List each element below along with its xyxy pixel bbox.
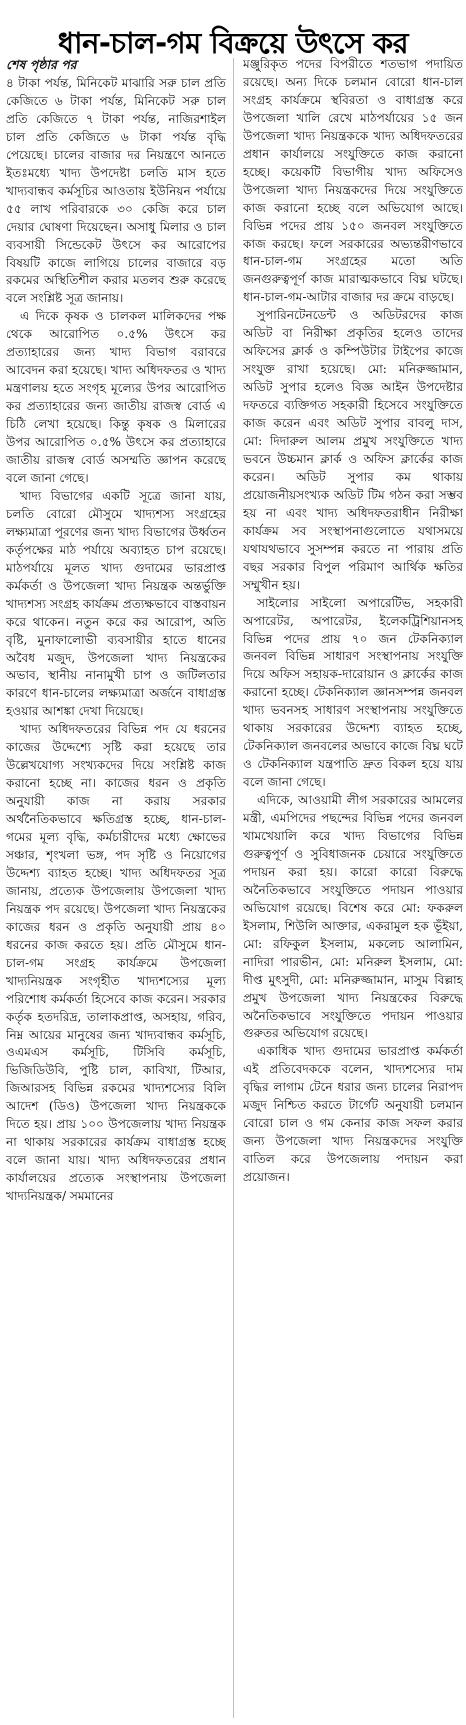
right-column (243, 56, 463, 1721)
left-column (6, 56, 226, 1721)
continuation-label: শেষ পৃষ্ঠার পর (6, 57, 77, 72)
paragraph: ৪ টাকা পর্যন্ত, মিনিকেট মাঝারি সরু চাল প্রতি কেজিতে ৬ টাকা পর্যন্ত, মিনিকেট সরু চাল প্রতি কেজিতে ৭ টাকা পর্যন্ত, নাজিরশাইল চাল প্রতি কেজিতে ৬ টাকা পর্যন্ত বৃদ্ধি পেয়েছে। চালের বাজার দর নিয়ন্ত্রণে আনতে ইতঃমধ্যে খাদ্য উপদেষ্টা চলতি মাস হতে খাদ্যবান্ধব কর্মসূচির আওতায় ইউনিয়ন পর্যায়ে ৫৫ লাখ পরিবারকে ৩০ কেজি করে চাল দেয়ার ঘোষণা দিয়েছেন। অসাধু মিলার ও চাল ব্যবসায়ী সিন্ডেকেট উৎসে কর আরোপের বিষয়টি কাজে লাগিয়ে চালের বাজারে বড় রকমের অস্থিতিশীল করার মতলব শুরু করেছে বলে সংশ্লিষ্ট সূত্র জানায়। (6, 76, 226, 306)
paragraph: এদিকে, আওয়ামী লীগ সরকারের আমলের মন্ত্রী, এমপিদের পছন্দের বিভিন্ন পদের জনবল খামখেয়ালি করে খাদ্য বিভাগের বিভিন্ন গুরুত্বপূর্ণ ও সুবিধাজনক চেয়ারে সংযুক্তিতে পদায়ন করা হয়। কারো কারো বিরুদ্ধে অনৈতিকভাবে সংযুক্তিতে পদায়ন পাওয়ার অভিযোগ রয়েছে। বিশেষ করে মো: ফকরুল ইসলাম, শিউলি আক্তার, একরামুল হক ভূঁইয়া, মো: রফিকুল ইসলাম, মকলেচ আলামিন, নাদিরা পারভীন, মো: মনিরুল ইসলাম, মো: দীপ্ত মুৎসুদী, মো: মনিরুজ্জামান, মাসুম বিল্লাহ প্রমুখ উপজেলা খাদ্য নিয়ন্ত্রকের বিরুদ্ধে অনৈতিকভাবে সংযুক্তিতে পদায়ন পাওয়ার গুরুতর অভিযোগ রয়েছে। (243, 793, 463, 1041)
headline: ধান-চাল-গম বিক্রয়ে উৎসে কর (57, 25, 409, 60)
paragraph: সাইলোর সাইলো অপারেটিভ, সহকারী অপারেটর, অপারেটর, ইলেকট্রিশিয়ানসহ বিভিন্ন পদের প্রায় ৭০ জন টেকনিক্যাল জনবল বিভিন্ন সাধারণ সংস্থাপনায় সংযুক্তি দিয়ে অফিস সহায়ক-দারোয়ান ও ক্লার্কের কাজ করানো হচ্ছে। টেকনিক্যাল জ্ঞানসম্পন্ন জনবল খাদ্য ভবনসহ সাধারণ সংস্থাপনায় সংযুক্তিতে থাকায় সরকারের উদ্দেশ্য ব্যাহত হচ্ছে, টেকনিক্যাল জনবলের অভাবে কাজে বিঘ্ন ঘটে ও টেকনিক্যাল যন্ত্রপাতি দ্রুত বিকল হয়ে যায় বলে জানা গেছে। (243, 595, 463, 790)
paragraph: একাধিক খাদ্য গুদামের ভারপ্রাপ্ত কর্মকর্তা এই প্রতিবেদককে বলেন, খাদ্যশস্যের দাম বৃদ্ধির লাগাম টেনে ধরার জন্য চালের নিরাপদ মজুদ নিশ্চিত করতে টার্গেট অনুযায়ী চলমান বোরো চাল ও গম কেনার কাজ সফল করার জন্য উপজেলা খাদ্য নিয়ন্ত্রকদের সংযুক্তি বাতিল করে উপজেলায় পদায়ন করা প্রয়োজন। (243, 1044, 463, 1185)
column-divider (233, 58, 234, 1718)
paragraph: এ দিকে কৃষক ও চালকল মালিকদের পক্ষ থেকে আরোপিত ০.৫% উৎসে কর প্রত্যাহারের জন্য খাদ্য বিভাগ বরাবরে আবেদন করা হয়েছে। খাদ্য অধিদফতর ও খাদ্য মন্ত্রণালয় হতে সংগৃহ মূল্যের উপর আরোপিত কর প্রত্যাহারের জন্য জাতীয় রাজস্ব বোর্ড এ চিঠি লেখা হয়েছে। কিন্তু কৃষক ও মিলারের উপর আরোপিত ০.৫% উৎসে কর প্রত্যাহারে জাতীয় রাজস্ব বোর্ড অসম্মতি জ্ঞাপন করেছে বলে জানা গেছে। (6, 309, 226, 485)
paragraph: খাদ্য অধিদফতরের বিভিন্ন পদ যে ধরনের কাজের উদ্দেশ্যে সৃষ্টি করা হয়েছে তার উল্লেখযোগ্য সংখ্যকদের দিয়ে সংশ্লিষ্ট কাজ করানো হচ্ছে না। কাজের ধরন ও প্রকৃতি অনুযায়ী কাজ না করায় সরকার অর্থনৈতিকভাবে ক্ষতিগ্রস্ত হচ্ছে, ধান-চাল-গমের মূল্য বৃদ্ধি, কর্মচারীদের মধ্যে ক্ষোভের সঞ্চার, শৃংখলা ভঙ্গ, পদ সৃষ্টি ও নিয়োগের উদ্দেশ্য ব্যাহত হচ্ছে। খাদ্য অধিদফতর সূত্র জানায়, প্রত্যেক উপজেলায় উপজেলা খাদ্য নিয়ন্ত্রক পদ রয়েছে। উপজেলা খাদ্য নিয়ন্ত্রকের কাজের ধরন ও প্রকৃতি অনুযায়ী প্রায় ৪০ ধরনের কাজ করতে হয়। প্রতি মৌসুমে ধান-চাল-গম সংগ্রহ কার্যক্রমে উপজেলা খাদ্যনিয়ন্ত্রক সংগৃহীত খাদ্যশস্যের মূল্য পরিশোধ কর্মকর্তা হিসেবে কাজ করেন। সরকার কর্তৃক হতদরিদ্র, তালাকপ্রাপ্ত, অসহায়, গরিব, নিম্ন আয়ের মানুষের জন্য খাদ্যবান্ধব কর্মসূচি, ওএমএস কর্মসূচি, টিসিবি কর্মসূচি, ভিজিডিউবি, পুষ্টি চাল, কাবিখা, টিআর, জিআরসহ বিভিন্ন রকমের খাদ্যশস্যের বিলি আদেশ (ডিও) উপজেলা খাদ্য নিয়ন্ত্রককে দিতে হয়। প্রায় ১০০ উপজেলায় খাদ্য নিয়ন্ত্রক না থাকায় সরকারের কার্যক্রম বাধাগ্রস্ত হচ্ছে বলে জানা যায়। খাদ্য অধিদফতরের প্রধান কার্যালয়ের প্রত্যেক সংস্থাপনায় উপজেলা খাদ্যনিয়ন্ত্রক/ সমমানের (6, 722, 226, 1204)
paragraph: মঞ্জুরিকৃত পদের বিপরীতে শতভাগ পদায়িত রয়েছে। অন্য দিকে চলমান বোরো ধান-চাল সংগ্রহ কার্যক্রমে স্থবিরতা ও বাধাগ্রস্ত করে উপজেলা খালি রেখে মাঠপর্যায়ের ১৫ জন উপজেলা খাদ্য নিয়ন্ত্রককে খাদ্য অধিদফতরের প্রধান কার্যালয়ে সংযুক্তিতে কাজ করানো হচ্ছে। কয়েকটি বিভাগীয় খাদ্য অফিসেও উপজেলা খাদ্য নিয়ন্ত্রকদের দিয়ে সংযুক্তিতে কাজ করানো হচ্ছে বলে অভিযোগ আছে। বিভিন্ন পদের প্রায় ১৫০ জনবল সংযুক্তিতে কাজ করছে। ফলে সরকারের অভ্যন্তরীণভাবে ধান-চাল-গম সংগ্রহের মতো অতি জনগুরুত্বপূর্ণ কাজ মারাত্মকভাবে বিঘ্ন ঘটছে। ধান-চাল-গম-আটার বাজার দর ক্রমে বাড়ছে। (243, 57, 463, 305)
paragraph: খাদ্য বিভাগের একটি সূত্রে জানা যায়, চলতি বোরো মৌসুমে খাদ্যশস্য সংগ্রহের লক্ষ্যমাত্রা পূরণের জন্য খাদ্য বিভাগের উর্ধ্বতন কর্তৃপক্ষের মাঠ পর্যায়ে অব্যাহত চাপ রয়েছে। মাঠপর্যায়ে মূলত খাদ্য গুদামের ভারপ্রাপ্ত কর্মকর্তা ও উপজেলা খাদ্য নিয়ন্ত্রক অন্তর্ভুক্তি খাদ্যশস্য সংগ্রহ কার্যক্রম প্রত্যক্ষভাবে বাস্তবায়ন করে থাকেন। নতুন করে কর আরোপ, অতি বৃষ্টি, মুনাফালোভী ব্যবসায়ীর হাতে ধানের অবৈধ মজুদ, উপজেলা খাদ্য নিয়ন্ত্রকের অভাব, স্থানীয় নানামুখী চাপ ও জটিলতার কারণে ধান-চালের লক্ষ্যমাত্রা অর্জনে বাধাগ্রস্ত হওয়ার আশঙ্কা দেখা দিয়েছে। (6, 488, 226, 719)
paragraph: সুপারিনটেনডেন্ট ও অডিটরদের কাজ অডিট বা নিরীক্ষা প্রকৃতির হলেও তাদের অফিসের ক্লার্ক ও কম্পিউটার টাইপের কাজে সংযুক্ত রাখা হয়েছে। মো: মনিরুজ্জামান, অডিট সুপার হলেও বিজ্ঞ আইন উপদেষ্টার দফতরে ব্যক্তিগত সহকারী হিসেবে সংযুক্তিতে কাজ করেন এবং অডিট সুপার বাবলু দাস, মো: দিদারুল আলম প্রমুখ সংযুক্তিতে খাদ্য ভবনে উচ্চমান ক্লার্ক ও অফিস ক্লার্কের কাজ করেন। অডিট সুপার কম থাকায় প্রয়োজনীয়সংখ্যক অডিট টিম গঠন করা সম্ভব হয় না এবং খাদ্য অধিদফতরাধীন নিরীক্ষা কার্যক্রম সব সংস্থাপনাগুলোতে যথাসময়ে যথাযথভাবে সুসম্পন্ন করতে না পারায় প্রতি বছর সরকার বিপুল পরিমাণ আর্থিক ক্ষতির সম্মুখীন হয়। (243, 308, 463, 592)
